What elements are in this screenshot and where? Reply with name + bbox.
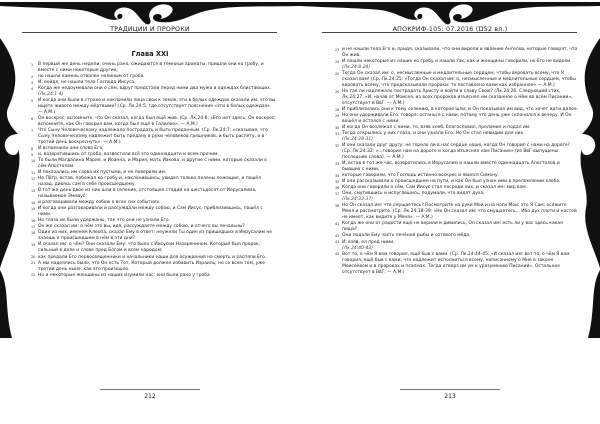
verse-number: 10	[31, 158, 36, 163]
verse-text: как предали Его первосвященники и начальники наши для осуждения на смерть и распяли Его.	[38, 254, 267, 260]
right-text-column	[335, 47, 578, 276]
verse-number: 35	[335, 179, 340, 184]
verse-number: 43	[335, 240, 340, 244]
verse-text: В тот же день двое из них шли в селение, отстоящее стадий на шестьдесят от Иерусалима, называемое Эммаус;	[38, 188, 257, 200]
verse-number: 26	[335, 89, 340, 94]
verse-text: (Лк.24:33-37)	[342, 197, 373, 203]
verse-number: 33	[335, 161, 340, 166]
page-number: 212	[144, 393, 156, 400]
side-flourish-icon	[576, 38, 600, 338]
verse-text: Но они удерживали Его, говоря: останься с нами, потому что день уже склонился к вечеру. И Он вошёл и остался с ними.	[342, 113, 572, 125]
baroque-ornament-icon	[300, 2, 600, 26]
verse	[335, 252, 578, 276]
verse-text: (Лк.24:8-24)	[342, 65, 371, 71]
verse-number: 37	[335, 191, 340, 196]
verse-number: 21	[31, 261, 36, 266]
verse	[335, 47, 578, 59]
verse-text: И, взяв, ел пред ними.	[342, 239, 395, 245]
verse	[31, 62, 276, 74]
page-number: 213	[444, 393, 456, 400]
verse-number: 38	[335, 203, 340, 208]
verse	[31, 242, 276, 254]
verse-number: 3	[31, 80, 34, 85]
verse-text: и разговаривали между собою о всех сих событиях.	[38, 200, 161, 206]
verse-number: 17	[31, 224, 36, 229]
verse-text: А мы надеялись было, что Он есть Тот, Который должен избавить Израиль; но со всем тем, уже третий день ныне, как это произошло.	[38, 260, 266, 272]
verse-text: которые говорили, что Господь истинно воскрес и явился Симону.	[342, 173, 500, 179]
verse-text: Они, смутившись и испугавшись, подумали, что видят духа.	[342, 191, 485, 197]
verse-number: 15	[31, 206, 36, 211]
verse-number: 29	[335, 113, 340, 118]
verse-number: 18	[31, 230, 36, 235]
verse	[335, 71, 578, 89]
verse-text: То были Магдалина Мария, и Иоанна, и Мария, мать Иакова, и другие с ними, которые сказали о сём Апостолам.	[38, 158, 267, 170]
verse	[31, 261, 276, 273]
running-head: АПОКРИФ-105: 07.2016 (Ώ52 вл.)	[392, 26, 508, 33]
verse	[31, 128, 276, 146]
verse-number: 11	[31, 170, 36, 175]
verse	[335, 221, 578, 233]
verse-number: 8	[31, 146, 34, 151]
verse	[31, 230, 276, 242]
verse-number: 12	[31, 176, 36, 181]
verse-text: Он воскрес; вспомните, что Он сказал, когда был ещё жив. (Ср. Лк.24:6: «Его нет здесь: Он воскрес; вспомните, как Он говорил вам, когда был ещё в Галилее». — А.М.)	[38, 116, 276, 128]
verse-text: И когда они были в страхе и наклонили лица свои к земле, эти в белых одеждах сказали им: что вы ищете живого между мёртвыми? (Ср. Лк.24:5, где отсутствует пояснение «эти в белых одеждах». — А.М.)	[38, 98, 276, 116]
verse	[31, 116, 276, 128]
verse-number: 41	[335, 221, 340, 226]
verse-text: И показались им слова их пустыми, и не поверили им.	[38, 170, 167, 176]
verse-text: Когда они говорили о сём, Сам Иисус стал посреди них, и сказал им: мир вам.	[342, 185, 528, 191]
verse-text: (Лк.24:1-4)	[38, 92, 64, 98]
verse-text: Но и некоторые женщины из наших изумили нас: они были рано у гроба	[38, 272, 210, 278]
verse-number: 9	[31, 152, 34, 157]
verse-number: 34	[335, 173, 340, 178]
verse-text: Тогда открылись у них глаза, и они узнали Его. Но Он стал невидим для них.	[342, 131, 525, 137]
baroque-ornament-icon	[0, 2, 300, 26]
verse-text: Не так ли надлежало пострадать Христу и войти в славу Свою? (Лк.24:26. Следующий стих, Лк.24:27, «И, начав от Моисея, из всех пророков изъяснял им сказанное о Нём во всём Писании», отсутствует в ВвГ. — А.М.)	[342, 89, 573, 107]
verse-number: 16	[31, 218, 36, 223]
verse	[31, 206, 276, 218]
verse-text: и, возвратившись от гроба, возвестили всё это одиннадцати и всем прочим.	[38, 152, 219, 158]
verse-text: Они подали Ему часть печёной рыбы и сотового мёда.	[342, 233, 471, 239]
verse-text: и не нашли тела Его и, придя, сказывали, что они видели и явление Ангелов, которые говорят, что Он жив.	[342, 47, 578, 59]
verse	[31, 188, 276, 200]
verse-text: И когда Он возлежал с ними, то, взяв хлеб, благословил, преломил и подал им.	[342, 125, 531, 131]
verse-number: 4	[31, 86, 34, 91]
verse	[31, 176, 276, 188]
verse-number: 19	[31, 242, 36, 247]
verse-number: 6	[31, 116, 34, 121]
side-flourish-icon	[0, 38, 24, 338]
running-head: ТРАДИЦИИ И ПРОРОКИ	[110, 26, 190, 33]
verse	[31, 98, 276, 116]
verse-number: 28	[335, 107, 340, 112]
footer-rule	[400, 389, 500, 390]
verse	[335, 113, 578, 125]
verse-text: Но Он сказал им: что смущаетесь? Посмотрите на руки Мои и на ноги Мои: это Я Сам; осяжите Меня и рассмотрите. (Ср. Лк.24:38-39: «Но Он сказал им: что смущаетесь... Ибо дух плоти и костей не имеет, как видите у Меня». — А.М.)	[342, 203, 577, 221]
chapter-title: Глава XXI	[131, 50, 169, 58]
verse-number: 30	[335, 125, 340, 130]
verse-text: Но Пётр, встав, побежал ко гробу и, наклонившись, увидел только пелены лежащие, и пошёл назад, дивясь сам в себе происшедшему.	[38, 176, 261, 188]
verse-number: 14	[31, 200, 36, 205]
verse-number: 25	[335, 71, 340, 76]
footer-rule	[100, 389, 200, 390]
header-rule	[22, 32, 277, 33]
verse-text: но нашли камень отвален нелиным от гроба.	[38, 74, 145, 80]
verse-text: И они рассказывали о происшедшем на пути, и как Он был узнан ими в преломлении хлеба.	[342, 179, 561, 185]
verse-text: Что Сыну Человеческому надлежало пострадать и быть преданным. (Ср. Лк.24:7: «сказывая, что Сыну Человеческому надлежит быть предану в руки человеков грешников, и быть распяту, и в третий день воскреснуть». — А.М.)	[38, 128, 268, 146]
verse	[335, 203, 578, 221]
verse	[31, 273, 276, 279]
verse-text: И сказал им: о чём? Они сказали Ему: что было с Иисусом Назарянином, Который был пророк, сильный в деле и слове пред Богом и всем народом;	[38, 242, 261, 254]
verse-text: Один из них, именем Клеопа, сказал Ему в ответ: неужели Ты один из пришедших в Иерусалим не знаешь о происшедшем в нём в эти дни?	[38, 230, 272, 242]
verse-number: 5	[31, 98, 34, 103]
verse-text: (Лк.24:40-43)	[342, 245, 373, 251]
verse-text: Вот то, о чём Я вам говорил, ещё быв с вами. (Ср. Лк.24:44-45: «И сказал им: вот то, о чём Я вам говорил, ещё быв с вами, что надлежит исполниться всему, написанному о Мне в законе Моисеевом и в пророках и псалмах. Тогда отверз им ум к уразумению Писаний». Остальное отсутствует в ВвГ. — А.М.)	[342, 251, 570, 275]
verse-number: 22	[31, 273, 36, 278]
verse-text: (Лк.24:28-31)	[342, 137, 373, 143]
header-rule	[322, 32, 577, 33]
verse-text: И они сказали друг другу: не горело ли в нас сердце наше, когда Он говорил с нами на дороге? (Ср. Лк.24:32: «...говорил нам на дороге и когда изъяснял нам Писание» (из ВвГ выпущены последние слова). — А.М.)	[342, 143, 570, 161]
verse-number: 2	[31, 74, 34, 79]
right-page	[300, 0, 600, 424]
verse-number: 44	[335, 252, 340, 257]
left-page-header	[0, 2, 300, 32]
verse-number: 32	[335, 143, 340, 148]
verse-text: И вспомнили они слова Его;	[38, 146, 104, 152]
verse-number: 7	[31, 128, 34, 133]
verse-text: Тогда Он сказал им: о, несмысленные и медлительные сердцем, чтобы веровать всему, что Я сказал вам! (Ср. Лк.24:25: «Тогда Он сказал им: о, несмысленные и медлительные сердцем, чтобы веровать всему, что предсказывали пророки: то поставлено вами как избранное» — А.М.)	[342, 71, 576, 89]
verse-text: Но глаза их были удержаны, так что они не узнали Его.	[38, 218, 170, 224]
verse	[335, 161, 578, 173]
verse-text: И приблизились они к тому селению, в которое шли; и Он показывал им вид, что хочет идти далее.	[342, 107, 578, 113]
verse-number: 24	[335, 59, 340, 64]
verse-number: 23	[335, 47, 340, 52]
verse-number: 42	[335, 233, 340, 238]
verse-number: 31	[335, 131, 340, 136]
verse-text: И пошли некоторые из наших ко гробу и нашли так, как и женщины говорили, но Его не видели.	[342, 59, 572, 65]
verse-text: Когда же недоумевали они о сём, вдруг предстали перед ними два мужа в одеждах блистающих.	[38, 86, 272, 92]
verse-text: И когда они разговаривали и рассуждали между собою, и Сам Иисус, приблизившись, пошёл с ними.	[38, 206, 263, 218]
left-text-column	[31, 62, 276, 279]
verse-number: 13	[31, 188, 36, 193]
verse-text: И, войдя, не нашли тела Господа Иисуса.	[38, 80, 136, 86]
verse	[31, 158, 276, 170]
verse-number: 1	[31, 62, 34, 67]
verse	[335, 89, 578, 107]
verse-text: Он же сказал им: о чём это вы, идя, рассуждаете между собою, и отчего вы печальны?	[38, 224, 245, 230]
verse-text: В первый же день недели, очень рано, ожидаются в темнице ароматы, пришли они ко гробу, и вместе с ними некоторые другие;	[38, 62, 264, 74]
verse-number: 36	[335, 185, 340, 190]
verse-number: 20	[31, 255, 36, 259]
verse	[335, 143, 578, 161]
verse-text: Когда же они от радости ещё не верили и дивились, Он сказал им: есть ли у вас здесь какая пища?	[342, 221, 563, 233]
right-page-header	[300, 2, 600, 32]
verse-text: И, встав в тот же час, возвратились в Иерусалим и нашли вместе одиннадцать Апостолов и бывших с ними,	[342, 161, 560, 173]
